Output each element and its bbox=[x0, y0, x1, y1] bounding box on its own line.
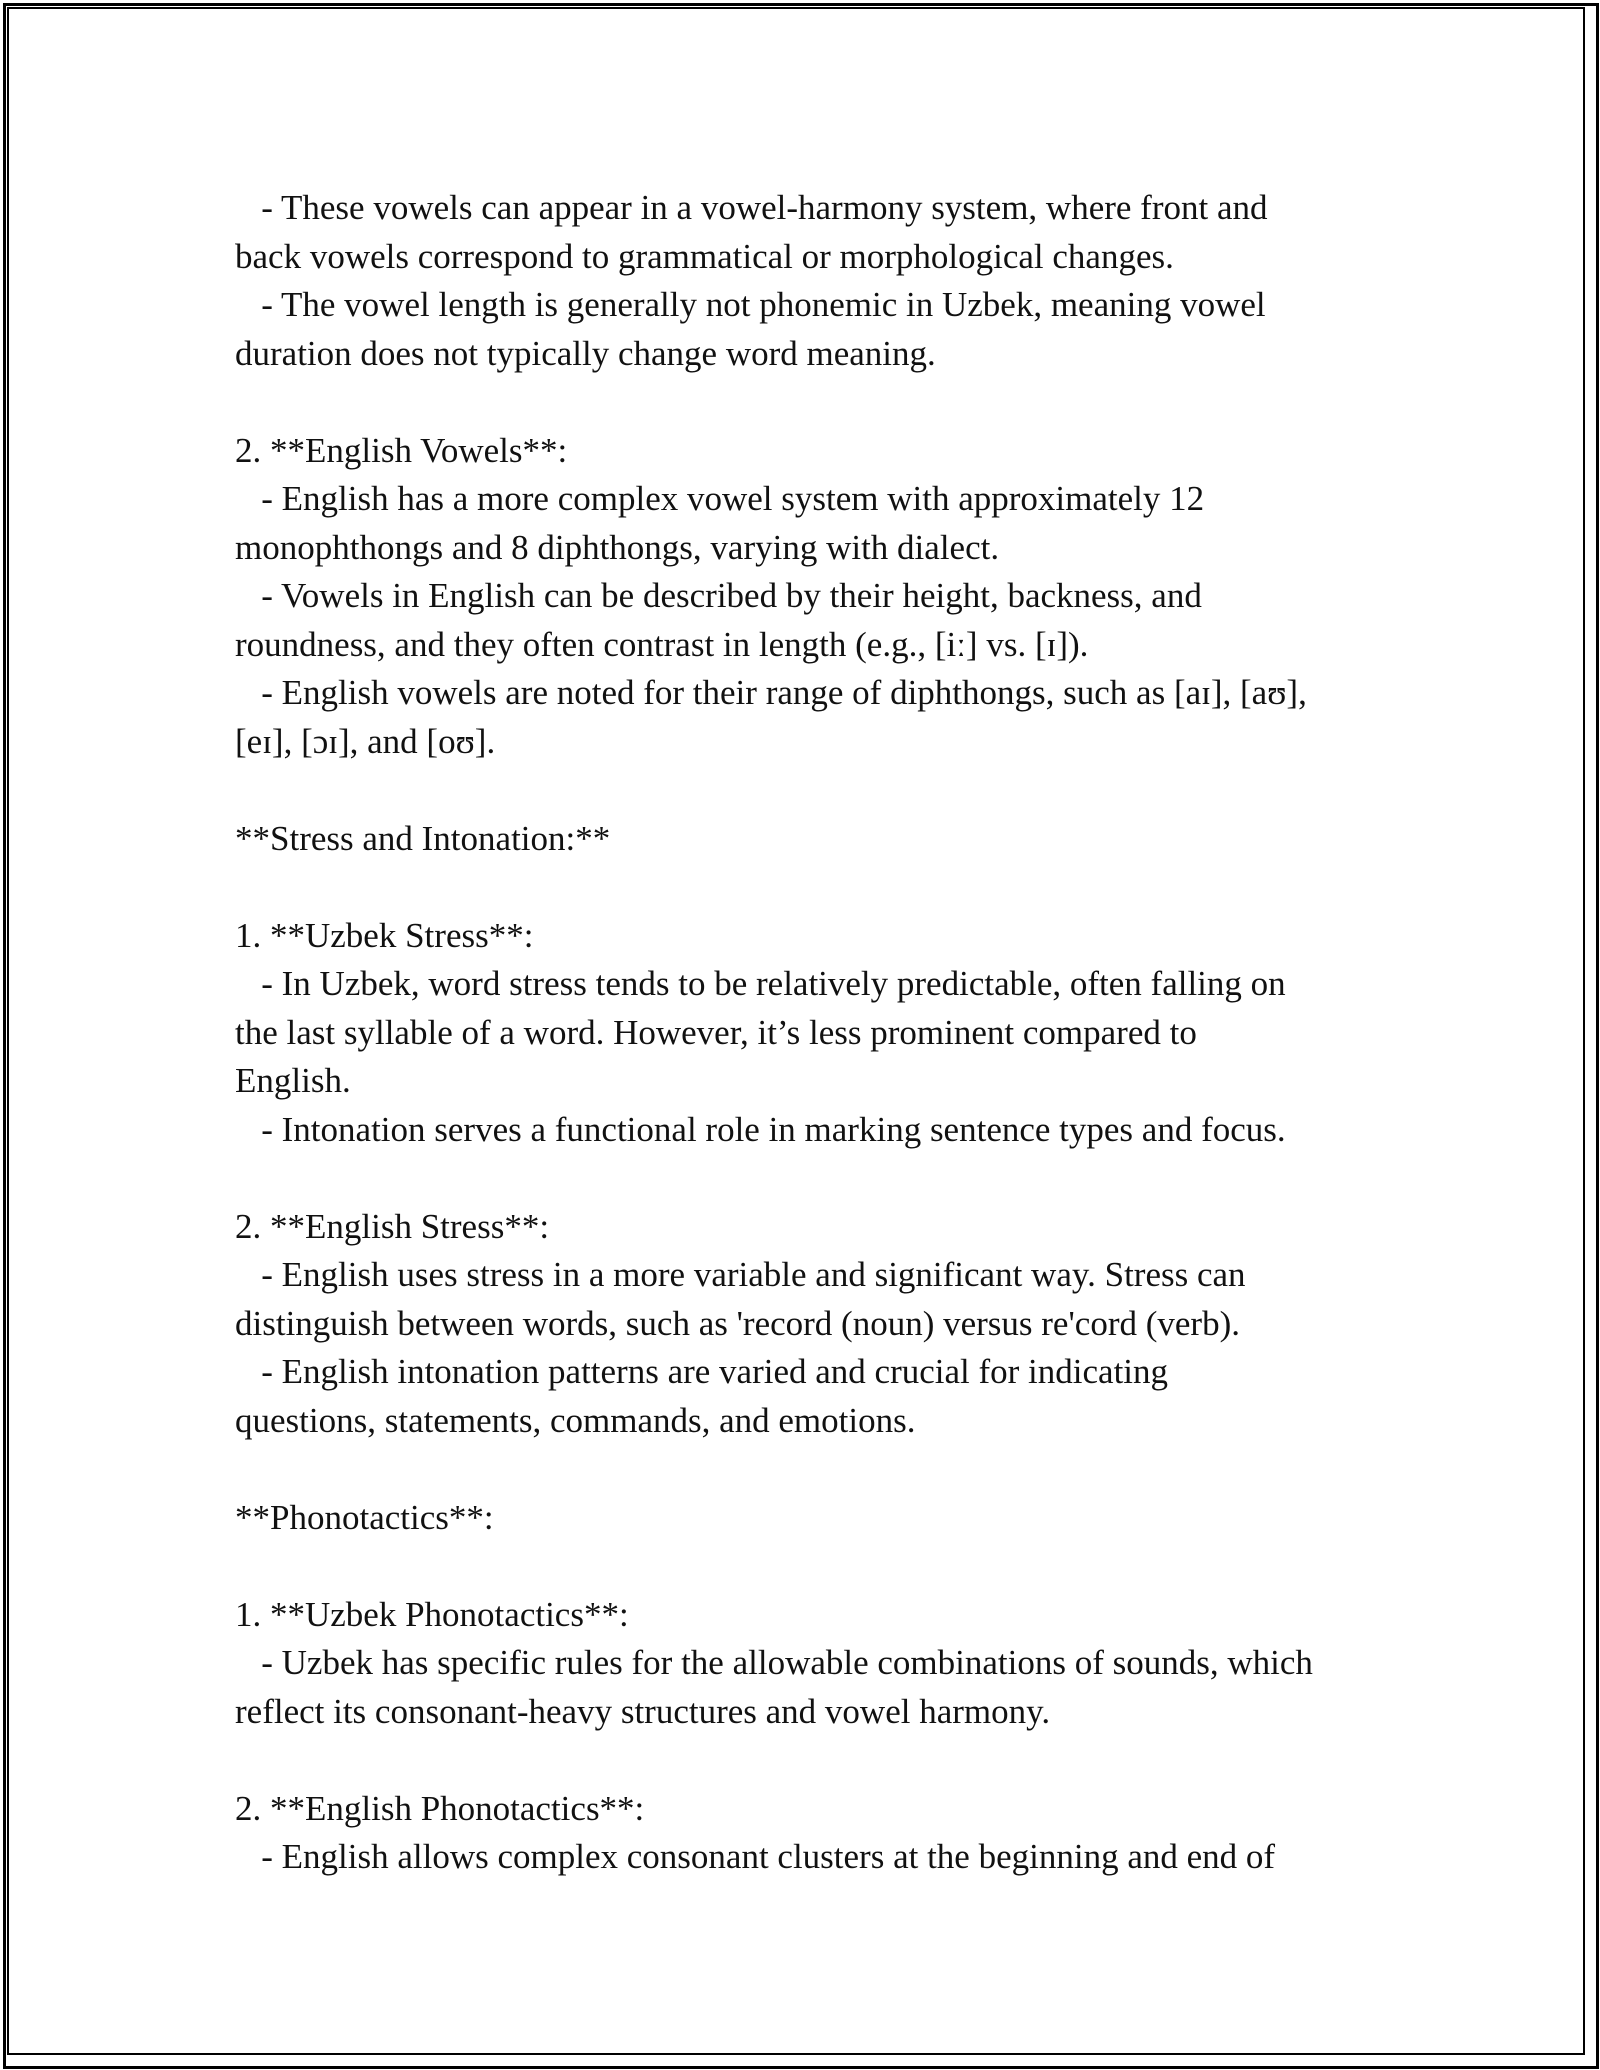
text-line: back vowels correspond to grammatical or morphological changes. bbox=[235, 236, 1174, 276]
text-line: duration does not typically change word meaning. bbox=[235, 333, 936, 373]
section-heading: 1. **Uzbek Phonotactics**: bbox=[235, 1594, 629, 1634]
text-line: [eɪ], [ɔɪ], and [oʊ]. bbox=[235, 721, 496, 761]
blank-line bbox=[235, 863, 1365, 912]
text-line: monophthongs and 8 diphthongs, varying with dialect. bbox=[235, 527, 1000, 567]
blank-line bbox=[235, 1736, 1365, 1785]
text-line: reflect its consonant-heavy structures and vowel harmony. bbox=[235, 1691, 1051, 1731]
text-line: - Intonation serves a functional role in marking sentence types and focus. bbox=[235, 1109, 1286, 1149]
text-line: - These vowels can appear in a vowel-harmony system, where front and bbox=[235, 188, 1268, 227]
blank-line bbox=[235, 378, 1365, 427]
text-line: - English has a more complex vowel system with approximately 12 bbox=[235, 479, 1205, 518]
document-body bbox=[235, 184, 1365, 1882]
text-line: - Uzbek has specific rules for the allowable combinations of sounds, which bbox=[235, 1643, 1313, 1682]
section-heading: 2. **English Phonotactics**: bbox=[235, 1788, 645, 1828]
section-heading: **Phonotactics**: bbox=[235, 1497, 494, 1537]
text-line: distinguish between words, such as 'record (noun) versus re'cord (verb). bbox=[235, 1303, 1240, 1343]
section-heading: **Stress and Intonation:** bbox=[235, 818, 611, 858]
text-line: - English vowels are noted for their range of diphthongs, such as [aɪ], [aʊ], bbox=[235, 673, 1307, 712]
section-heading: 2. **English Stress**: bbox=[235, 1206, 550, 1246]
text-line: the last syllable of a word. However, it’s less prominent compared to bbox=[235, 1012, 1197, 1052]
blank-line bbox=[235, 1445, 1365, 1494]
text-line: - English intonation patterns are varied and crucial for indicating bbox=[235, 1352, 1169, 1391]
text-line: questions, statements, commands, and emotions. bbox=[235, 1400, 916, 1440]
blank-line bbox=[235, 766, 1365, 815]
text-line: - English allows complex consonant clusters at the beginning and end of bbox=[235, 1837, 1276, 1876]
text-line: - In Uzbek, word stress tends to be relatively predictable, often falling on bbox=[235, 964, 1286, 1003]
text-line: - Vowels in English can be described by their height, backness, and bbox=[235, 576, 1202, 615]
text-line: roundness, and they often contrast in length (e.g., [iː] vs. [ɪ]). bbox=[235, 624, 1089, 664]
section-heading: 2. **English Vowels**: bbox=[235, 430, 568, 470]
blank-line bbox=[235, 1542, 1365, 1591]
text-line: English. bbox=[235, 1061, 351, 1100]
text-line: - The vowel length is generally not phonemic in Uzbek, meaning vowel bbox=[235, 285, 1266, 324]
section-heading: 1. **Uzbek Stress**: bbox=[235, 915, 534, 955]
blank-line bbox=[235, 1154, 1365, 1203]
text-line: - English uses stress in a more variable and significant way. Stress can bbox=[235, 1255, 1246, 1294]
